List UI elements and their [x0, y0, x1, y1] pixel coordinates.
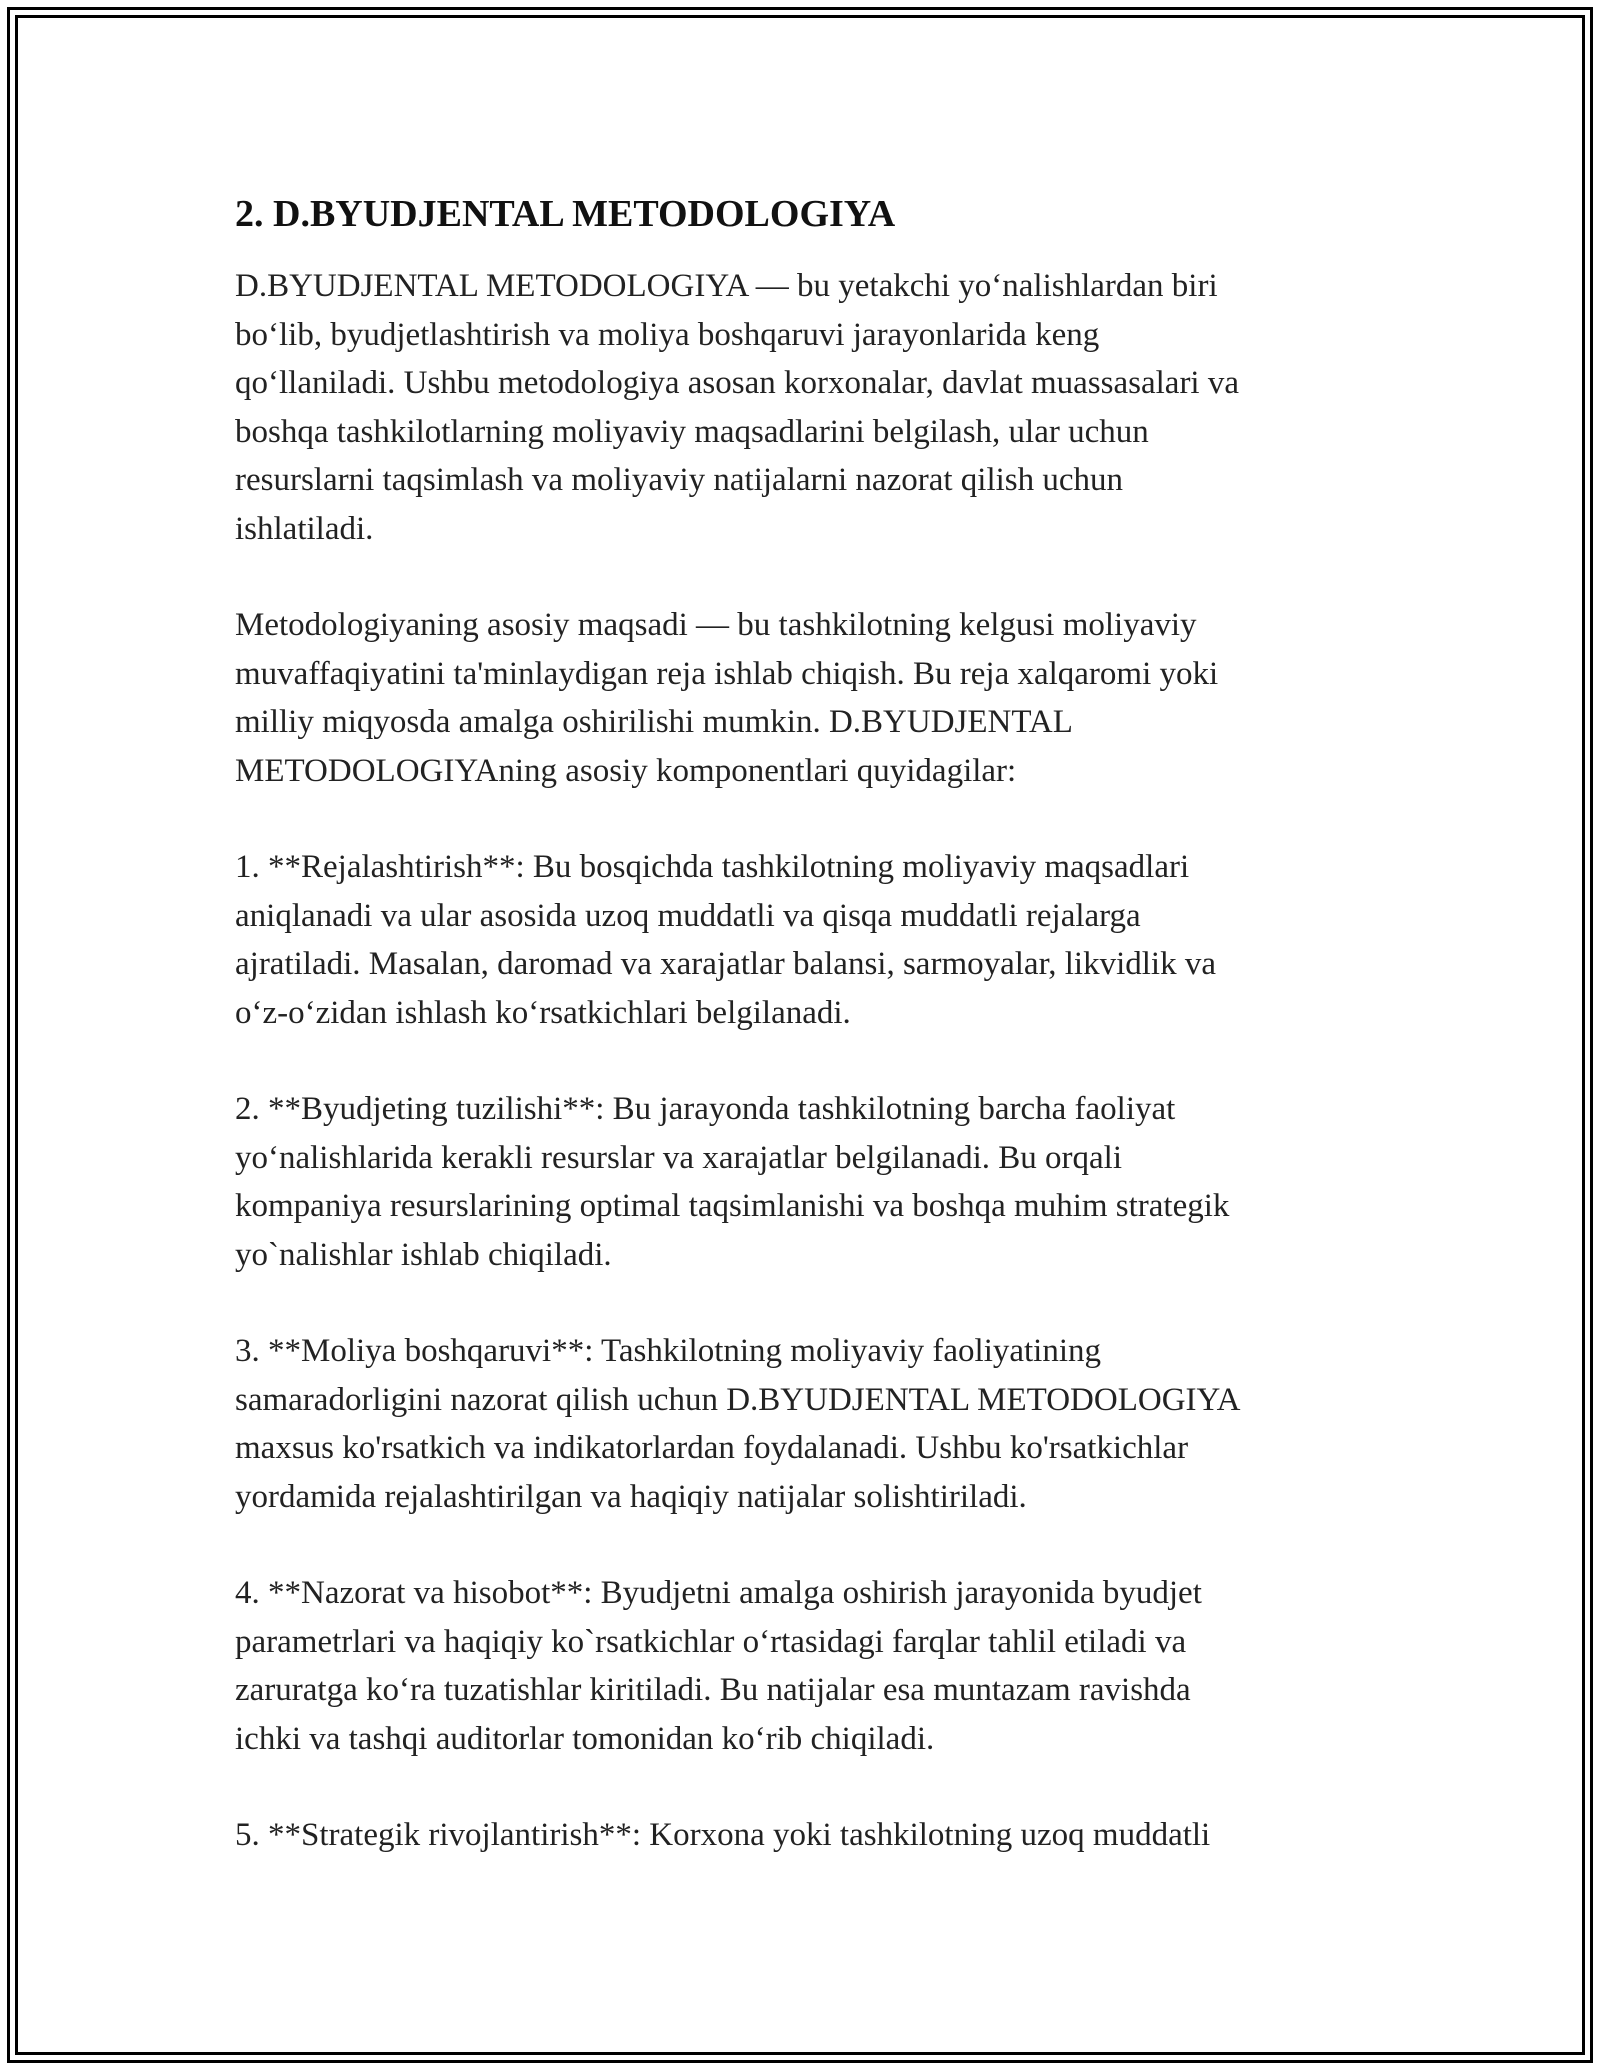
list-item-finance-management: 3. **Moliya boshqaruvi**: Tashkilotning moliyaviy faoliyatining samaradorligini nazorat qilish uchun D.BYUDJENTAL METODOLOGIYA maxsus ko'rsatkich va indikatorlardan foydalanadi. Ushbu ko'rsatkichlar yordamida rejalashtirilgan va haqiqiy natijalar solishtiriladi. [235, 1333, 1241, 1515]
paragraph-purpose: Metodologiyaning asosiy maqsadi — bu tashkilotning kelgusi moliyaviy muvaffaqiyatini ta'minlaydigan reja ishlab chiqish. Bu reja xalqaromi yoki milliy miqyosda amalga oshirilishi mumkin. D.BYUDJENTAL METODOLOGIYAning asosiy komponentlari quyidagilar: [235, 607, 1219, 789]
list-item-budget-structure: 2. **Byudjeting tuzilishi**: Bu jarayonda tashkilotning barcha faoliyat yo‘nalishlarida kerakli resurslar va xarajatlar belgilanadi. Bu orqali kompaniya resurslarining optimal taqsimlanishi va boshqa muhim strategik yo`nalishlar ishlab chiqiladi. [235, 1091, 1230, 1273]
list-item-strategic-development: 5. **Strategik rivojlantirish**: Korxona yoki tashkilotning uzoq muddatli [235, 1817, 1211, 1853]
list-item-control-reporting: 4. **Nazorat va hisobot**: Byudjetni amalga oshirish jarayonida byudjet parametrlari va haqiqiy ko`rsatkichlar o‘rtasidagi farqlar tahlil etiladi va zaruratga ko‘ra tuzatishlar kiritiladi. Bu natijalar esa muntazam ravishda ichki va tashqi auditorlar tomonidan ko‘rib chiqiladi. [235, 1575, 1202, 1757]
list-item-planning: 1. **Rejalashtirish**: Bu bosqichda tashkilotning moliyaviy maqsadlari aniqlanadi va ular asosida uzoq muddatli va qisqa muddatli rejalarga ajratiladi. Masalan, daromad va xarajatlar balansi, sarmoyalar, likvidlik va o‘z-o‘zidan ishlash ko‘rsatkichlari belgilanadi. [235, 849, 1216, 1031]
document-body [235, 188, 1365, 1860]
paragraph-intro: D.BYUDJENTAL METODOLOGIYA — bu yetakchi yo‘nalishlardan biri bo‘lib, byudjetlashtirish va moliya boshqaruvi jarayonlarida keng qo‘llaniladi. Ushbu metodologiya asosan korxonalar, davlat muassasalari va boshqa tashkilotlarning moliyaviy maqsadlarini belgilash, ular uchun resurslarni taqsimlash va moliyaviy natijalarni nazorat qilish uchun ishlatiladi. [235, 268, 1240, 547]
section-title: 2. D.BYUDJENTAL METODOLOGIYA [235, 193, 896, 235]
